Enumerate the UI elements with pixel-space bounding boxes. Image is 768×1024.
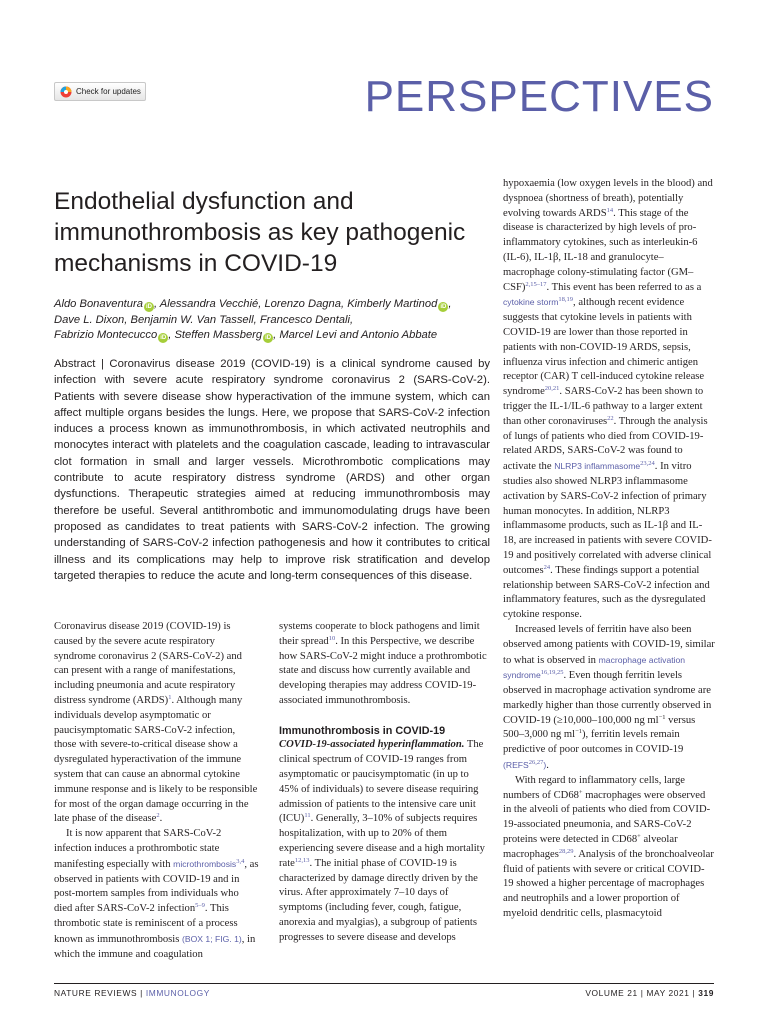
author-name: Dave L. Dixon [54,313,125,326]
citation[interactable]: 23,24 [640,460,655,468]
volume: VOLUME 21 [585,988,638,998]
paragraph: It is now apparent that SARS-CoV-2 infection induces a prothrombotic state manifesting especially with microthrombosis$^{3,4}$, as observed in patients with COVID-19 and in post-mortem samples from individuals who died after SARS-CoV-2 infection$^{5-9}$. This thrombotic state is reminiscent of a process known as immunothrombosis (BOX 1; FIG. 1), in which the immune and coagulation [54,828,259,960]
citation[interactable]: 10 [328,634,336,642]
article-title: Endothelial dysfunction and immunothrombosis as key pathogenic mechanisms in COVID-19 [54,188,466,277]
citation[interactable]: 20,21 [544,385,560,393]
abstract-label: Abstract | [54,358,110,370]
journal-subject: IMMUNOLOGY [145,988,210,998]
citation[interactable]: 14 [606,206,614,214]
glossary-term[interactable]: NLRP3 inflammasome [554,461,641,472]
citation[interactable]: 22 [607,414,614,422]
subsection-heading: COVID-19-associated hyperinflammation. [279,739,465,751]
citation[interactable]: 16,19,25 [540,669,564,677]
check-updates-label: Check for updates [76,87,141,96]
paragraph: systems cooperate to block pathogens and limit their spread$^{10}$. In this Perspective, we describe how SARS-CoV-2 might induce a prothrombotic state and discuss how currently available and developing therapies may address COVID-19-associated immunothrombosis. [279,621,487,706]
orcid-icon[interactable]: iD [160,335,167,341]
section-heading: Immunothrombosis in COVID-19 [279,724,446,737]
footer-issue: VOLUME 21 | MAY 2021 | 319 [585,988,714,998]
paragraph: Increased levels of ferritin have also been observed among patients with COVID-19, similar to what is observed in macrophage activation syndrome$^{16,19,25}$. Even though ferritin levels observed in macrophage activation syndrome are markedly higher than those currently observed in COVID-19 (≥10,000–100,000 ng $ml^{-1}$ versus 500–3,000 ng $ml^{-1}$), ferritin levels remain predictive of poor outcomes in COVID-19 (REFS$^{26,27}$). [503,623,715,772]
orcid-icon[interactable]: iD [145,304,152,310]
paragraph: Coronavirus disease 2019 (COVID-19) is caused by the severe acute respiratory syndrome coronavirus 2 (SARS-CoV-2) and can present with a range of manifestations, including pneumonia and acute respiratory distress syndrome (ARDS)$^1$. Although many individuals develop asymptomatic or paucisymptomatic SARS-CoV-2 infection, those with severe-to-critical disease show a dysregulated hyperactivation of the immune system that can cause an abnormal cytokine immune response and is likely to be responsible for most of the organ damage occurring in the late phase of the disease$^2$. [54,621,258,825]
author-name: Lorenzo Dagna [264,298,341,310]
citation[interactable]: 28,29 [558,847,574,855]
superscript: + [578,788,583,796]
footer-journal: NATURE REVIEWS | IMMUNOLOGY [54,988,210,998]
citation[interactable]: 5–9 [195,902,205,910]
author-name: Aldo Bonaventura [54,298,143,310]
superscript: −1 [658,713,666,721]
box-figure-link[interactable]: (BOX 1; FIG. 1) [182,933,242,944]
author-name: Marcel Levi [279,329,337,341]
citation[interactable]: 2 [156,812,160,820]
body-column-1 [54,620,259,962]
body-column-3 [503,177,715,922]
author-list: Aldo Bonaventura iD , Alessandra Vecchié, Lorenzo Dagna, Kimberly Martinod iD , Dave L. Dixon, Benjamin W. Van Tassell, Francesco Dentali, Fabrizio Montecucco iD , Steffen Massberg iD , Marcel Levi and Antonio Abbate [54,298,452,341]
orcid-icon[interactable]: iD [440,304,447,310]
author-name: Steffen Massberg [174,329,263,341]
citation[interactable]: 26,27 [528,759,544,767]
orcid-icon[interactable]: iD [265,335,272,341]
journal-name: NATURE REVIEWS [54,988,138,998]
author-name: Benjamin W. Van Tassell [130,313,254,326]
author-name: Francesco Dentali [259,313,351,326]
citation[interactable]: 18,19 [558,296,574,304]
citation[interactable]: 3,4 [236,857,245,865]
refs-link[interactable]: (REFS [503,760,529,771]
superscript: + [637,833,641,841]
author-name: Kimberly Martinod [347,298,438,310]
check-for-updates-button[interactable] [54,82,146,101]
author-name: Alessandra Vecchié [159,298,259,310]
paragraph: hypoxaemia (low oxygen levels in the blood) and dyspnoea (shortness of breath), potentially evolving towards ARDS$^{14}$. This stage of the disease is characterized by high levels of pro-inflammatory cytokines, such as interleukin-6 (IL-6), IL-1β, IL-18 and granulocyte–macrophage colony-stimulating factor (GM–CSF)$^{2,15-17}$. This event has been referred to as a cytokine storm$^{18,19}$, although recent evidence suggests that cytokine levels in patients with COVID-19 are lower than those reported in patients with non-COVID-19 ARDS, sepsis, influenza virus infection and chimeric antigen receptor (CAR) T cell-induced cytokine release syndrome$^{20,21}$. SARS-CoV-2 has been shown to trigger the IL-1/IL-6 pathway to a larger extent than other coronaviruses$^{22}$. Through the analysis of lungs of patients who died from COVID-19-related ARDS, SARS-CoV-2 was found to activate the NLRP3 inflammasome$^{23,24}$. In vitro studies also showed NLRP3 inflammasome activation by SARS-CoV-2 infection of primary human monocytes. In addition, NLRP3 inflammasome products, such as IL-1β and IL-18, are increased in patients with severe COVID-19 and positively correlated with adverse clinical outcomes$^{24}$. These findings support a potential relationship between SARS-CoV-2 infection and inflammatory features, such as the dysregulated cytokine response. [503,178,713,621]
page-number: 319 [698,988,714,998]
glossary-term[interactable]: macrophage activation syndrome [503,654,686,681]
citation[interactable]: 12,13 [294,856,310,864]
paragraph: With regard to inflammatory cells, large numbers of CD68+ macrophages were observed in the alveoli of patients who died from COVID-19-associated pneumonia, and SARS-CoV-2 proteins were detected in CD68+ alveolar macrophages$^{28,29}$. Analysis of the bronchoalveolar fluid of patients with severe or critical COVID-19 showed a higher percentage of macrophages and neutrophils and a lower proportion of myeloid dendritic cells, plasmacytoid [503,774,714,920]
superscript: −1 [575,728,583,736]
citation[interactable]: 24 [543,563,551,571]
section-label: PERSPECTIVES [364,72,714,121]
author-name: Fabrizio Montecucco [54,329,158,341]
check-updates-icon [60,86,72,98]
abstract [54,356,490,584]
citation[interactable]: 2,15–17 [525,280,547,288]
citation[interactable]: 11 [304,812,311,820]
glossary-term[interactable]: cytokine storm [503,297,559,308]
issue-date: MAY 2021 [646,988,690,998]
refs-link-close: ) [543,760,547,771]
footer-divider [54,983,714,984]
paragraph: COVID-19-associated hyperinflammation. The clinical spectrum of COVID-19 ranges from asymptomatic or paucisymptomatic (in up to 45% of individuals) to severe disease requiring admission of patients to the intensive care unit (ICU)$^{11}$. Generally, 3–10% of subjects requires hospitalization, with up to 20% of them experiencing severe disease and a high mortality rate$^{12,13}$. The initial phase of COVID-19 is characterized by damage directly driven by the virus. After approximately 7–10 days of symptoms (including fever, cough, fatigue, anorexia and myalgias), a subgroup of patients progresses to severe disease and develops [279,739,485,943]
body-column-2 [279,620,489,946]
citation[interactable]: 1 [168,693,172,701]
author-name: Antonio Abbate [361,329,438,341]
abstract-text: Coronavirus disease 2019 (COVID-19) is a clinical syndrome caused by infection with severe acute respiratory syndrome coronavirus 2 (SARS-CoV-2). Patients with severe disease show hyperactivation of the immune system, which can affect multiple organs besides the lungs. Here, we propose that SARS-CoV-2 infection induces a process known as immunothrombosis, in which activated neutrophils and monocytes interact with platelets and the coagulation cascade, leading to intravascular clot formation in small and larger vessels. Microthrombotic complications may contribute to acute respiratory distress syndrome (ARDS) and other organ dysfunctions. Therapeutic strategies aimed at reducing immunothrombosis may therefore be useful. Several antithrombotic and immunomodulating drugs have been proposed as candidates to treat patients with SARS-CoV-2 infection. The growing understanding of SARS-CoV-2 infection pathogenesis and how it contributes to critical illness and its complications may help to improve risk stratification and develop targeted therapies to reduce the acute and long-term consequences of this disease. [54,358,490,582]
glossary-term[interactable]: microthrombosis [173,858,237,869]
